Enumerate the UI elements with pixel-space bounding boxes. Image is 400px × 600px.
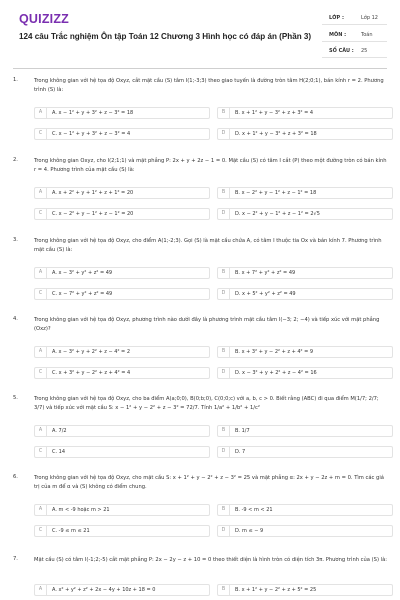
option-letter: A [35,108,47,118]
option-text: D. m ≤ − 9 [235,528,264,534]
meta-count-value: 25 [361,48,368,54]
meta-grade [322,12,387,25]
option-letter: B [218,347,230,357]
meta-grade-label: LỚP : [329,15,344,21]
meta-subject [322,29,387,42]
option-text: A. x − 1² + y + 3² + z − 3² = 18 [52,110,134,116]
option-text: D. x − 2² + y − 1² + z − 1² = 2√5 [235,211,320,217]
option-letter: D [218,368,230,378]
question-number: 2. [13,157,18,163]
option-text: A. x + 2² + y + 1² + z + 1² = 20 [52,190,134,196]
option-letter: D [218,526,230,536]
option-d[interactable] [217,446,393,458]
option-letter: A [35,505,47,515]
option-letter: B [218,505,230,515]
question-text: Trong không gian với hệ tọa độ Oxyz, cắt mặt cầu (S) tâm I(1;-3;3) theo giao tuyến là đường tròn tâm H(2;0;1), bán kính r = 2. Phương trình (S) là: [34,78,384,93]
option-text: B. x + 1² + y − 2² + z + 5² = 25 [235,587,317,593]
option-letter: C [35,129,47,139]
option-letter: C [35,289,47,299]
option-text: C. x + 3² + y − 2² + z + 4² = 4 [52,370,131,376]
option-d[interactable] [217,128,393,140]
option-letter: C [35,368,47,378]
option-text: D. x − 3² + y + 2² + z − 4² = 16 [235,370,317,376]
option-letter: D [218,447,230,457]
option-text: A. x − 3² + y + 2² + z − 4² = 2 [52,349,131,355]
question-text: Mặt cầu (S) có tâm I(-1;2;-5) cắt mặt phẳng P: 2x − 2y − z + 10 = 0 theo thiết diện là hình tròn có diện tích 3π. Phương trình của (S) là: [34,557,387,563]
question-text: Trong không gian Oxyz, cho I(2;1;1) và mặt phẳng P: 2x + y + 2z − 1 = 0. Mặt cầu (S) có tâm I cắt (P) theo một đường tròn có bán kính r = 4. Phương trình của mặt cầu (S) là: [34,158,387,173]
option-c[interactable] [34,367,210,379]
option-b[interactable] [217,187,393,199]
meta-question-count [322,45,387,58]
option-text: C. 14 [52,449,66,455]
option-b[interactable] [217,107,393,119]
option-b[interactable] [217,425,393,437]
option-a[interactable] [34,425,210,437]
question-text: Trong không gian với hệ tọa độ Oxyz, cho ba điểm A(a;0;0), B(0;b;0), C(0;0;c) với a, b, c > 0. Biết rằng (ABC) đi qua điểm M(1/7; 2/7; 3/7) và tiếp xúc với mặt cầu S: x − 1² + y − 2² + z − 3² = 72/7. Tính 1/a² + 1/b² + 1/c² [34,396,379,411]
question-number: 1. [13,77,18,83]
header-divider [13,68,387,69]
option-a[interactable] [34,267,210,279]
option-letter: A [35,268,47,278]
option-c[interactable] [34,288,210,300]
question-number: 3. [13,237,18,243]
option-text: A. 7/2 [52,428,67,434]
meta-subject-value: Toán [361,32,373,38]
option-text: B. -9 < m < 21 [235,507,273,513]
option-letter: D [218,129,230,139]
option-text: D. x + 1² + y − 3² + z + 3² = 18 [235,131,317,137]
option-c[interactable] [34,208,210,220]
question-text: Trong không gian với hệ tọa độ Oxyz, phương trình nào dưới đây là phương trình mặt cầu tâm I(−3; 2; −4) và tiếp xúc với mặt phẳng (Oxz)? [34,317,380,332]
option-a[interactable] [34,107,210,119]
option-text: B. x + 7² + y² + z² = 49 [235,270,296,276]
option-c[interactable] [34,525,210,537]
option-text: A. x² + y² + z² + 2x − 4y + 10z + 18 = 0 [52,587,156,593]
option-letter: C [35,526,47,536]
option-text: B. x + 3² + y − 2² + z + 4² = 9 [235,349,314,355]
quizizz-logo: QUIZIZZ [19,12,70,26]
question-number: 6. [13,474,18,480]
option-c[interactable] [34,446,210,458]
option-letter: B [218,108,230,118]
option-text: A. x − 3² + y² + z² = 49 [52,270,113,276]
option-letter: C [35,447,47,457]
option-a[interactable] [34,346,210,358]
option-a[interactable] [34,187,210,199]
meta-count-label: SỐ CÂU : [329,48,354,54]
option-letter: B [218,188,230,198]
option-b[interactable] [217,504,393,516]
option-text: C. -9 ≤ m ≤ 21 [52,528,90,534]
question-number: 4. [13,316,18,322]
option-b[interactable] [217,267,393,279]
option-a[interactable] [34,504,210,516]
option-letter: C [35,209,47,219]
question-number: 7. [13,556,18,562]
option-text: B. 1/7 [235,428,250,434]
option-text: C. x − 2² + y − 1² + z − 1² = 20 [52,211,134,217]
option-d[interactable] [217,367,393,379]
option-letter: D [218,209,230,219]
option-text: C. x − 7² + y² + z² = 49 [52,291,113,297]
document-title: 124 câu Trắc nghiệm Ôn tập Toán 12 Chương 3 Hình học có đáp án (Phần 3) [19,32,312,41]
question-number: 5. [13,395,18,401]
option-b[interactable] [217,346,393,358]
document-header [0,0,400,62]
option-text: D. x + 5² + y² + z² = 49 [235,291,296,297]
option-b[interactable] [217,584,393,596]
option-text: C. x − 1² + y + 3² + z − 3² = 4 [52,131,131,137]
option-letter: D [218,289,230,299]
option-letter: B [218,426,230,436]
option-c[interactable] [34,128,210,140]
meta-subject-label: MÔN : [329,32,347,38]
option-d[interactable] [217,208,393,220]
option-letter: A [35,188,47,198]
option-letter: B [218,585,230,595]
option-d[interactable] [217,525,393,537]
option-letter: A [35,426,47,436]
option-text: D. 7 [235,449,246,455]
question-text: Trong không gian với hệ tọa độ Oxyz, cho mặt cầu S: x + 1² + y − 2² + z − 3² = 25 và mặt phẳng α: 2x + y − 2z + m = 0. Tìm các giá trị của m để α và (S) không có điểm chung. [34,475,384,490]
option-d[interactable] [217,288,393,300]
option-text: B. x − 2² + y − 1² + z − 1² = 18 [235,190,317,196]
option-letter: B [218,268,230,278]
option-text: A. m < -9 hoặc m > 21 [52,507,110,513]
question-text: Trong không gian với hệ tọa độ Oxyz, cho điểm A(1;-2;3). Gọi (S) là mặt cầu chứa A, có tâm I thuộc tia Ox và bán kính 7. Phương trình mặt cầu (S) là: [34,238,382,253]
option-text: B. x + 1² + y − 3² + z + 3² = 4 [235,110,314,116]
option-a[interactable] [34,584,210,596]
meta-grade-value: Lớp 12 [361,15,378,21]
option-letter: A [35,347,47,357]
option-letter: A [35,585,47,595]
